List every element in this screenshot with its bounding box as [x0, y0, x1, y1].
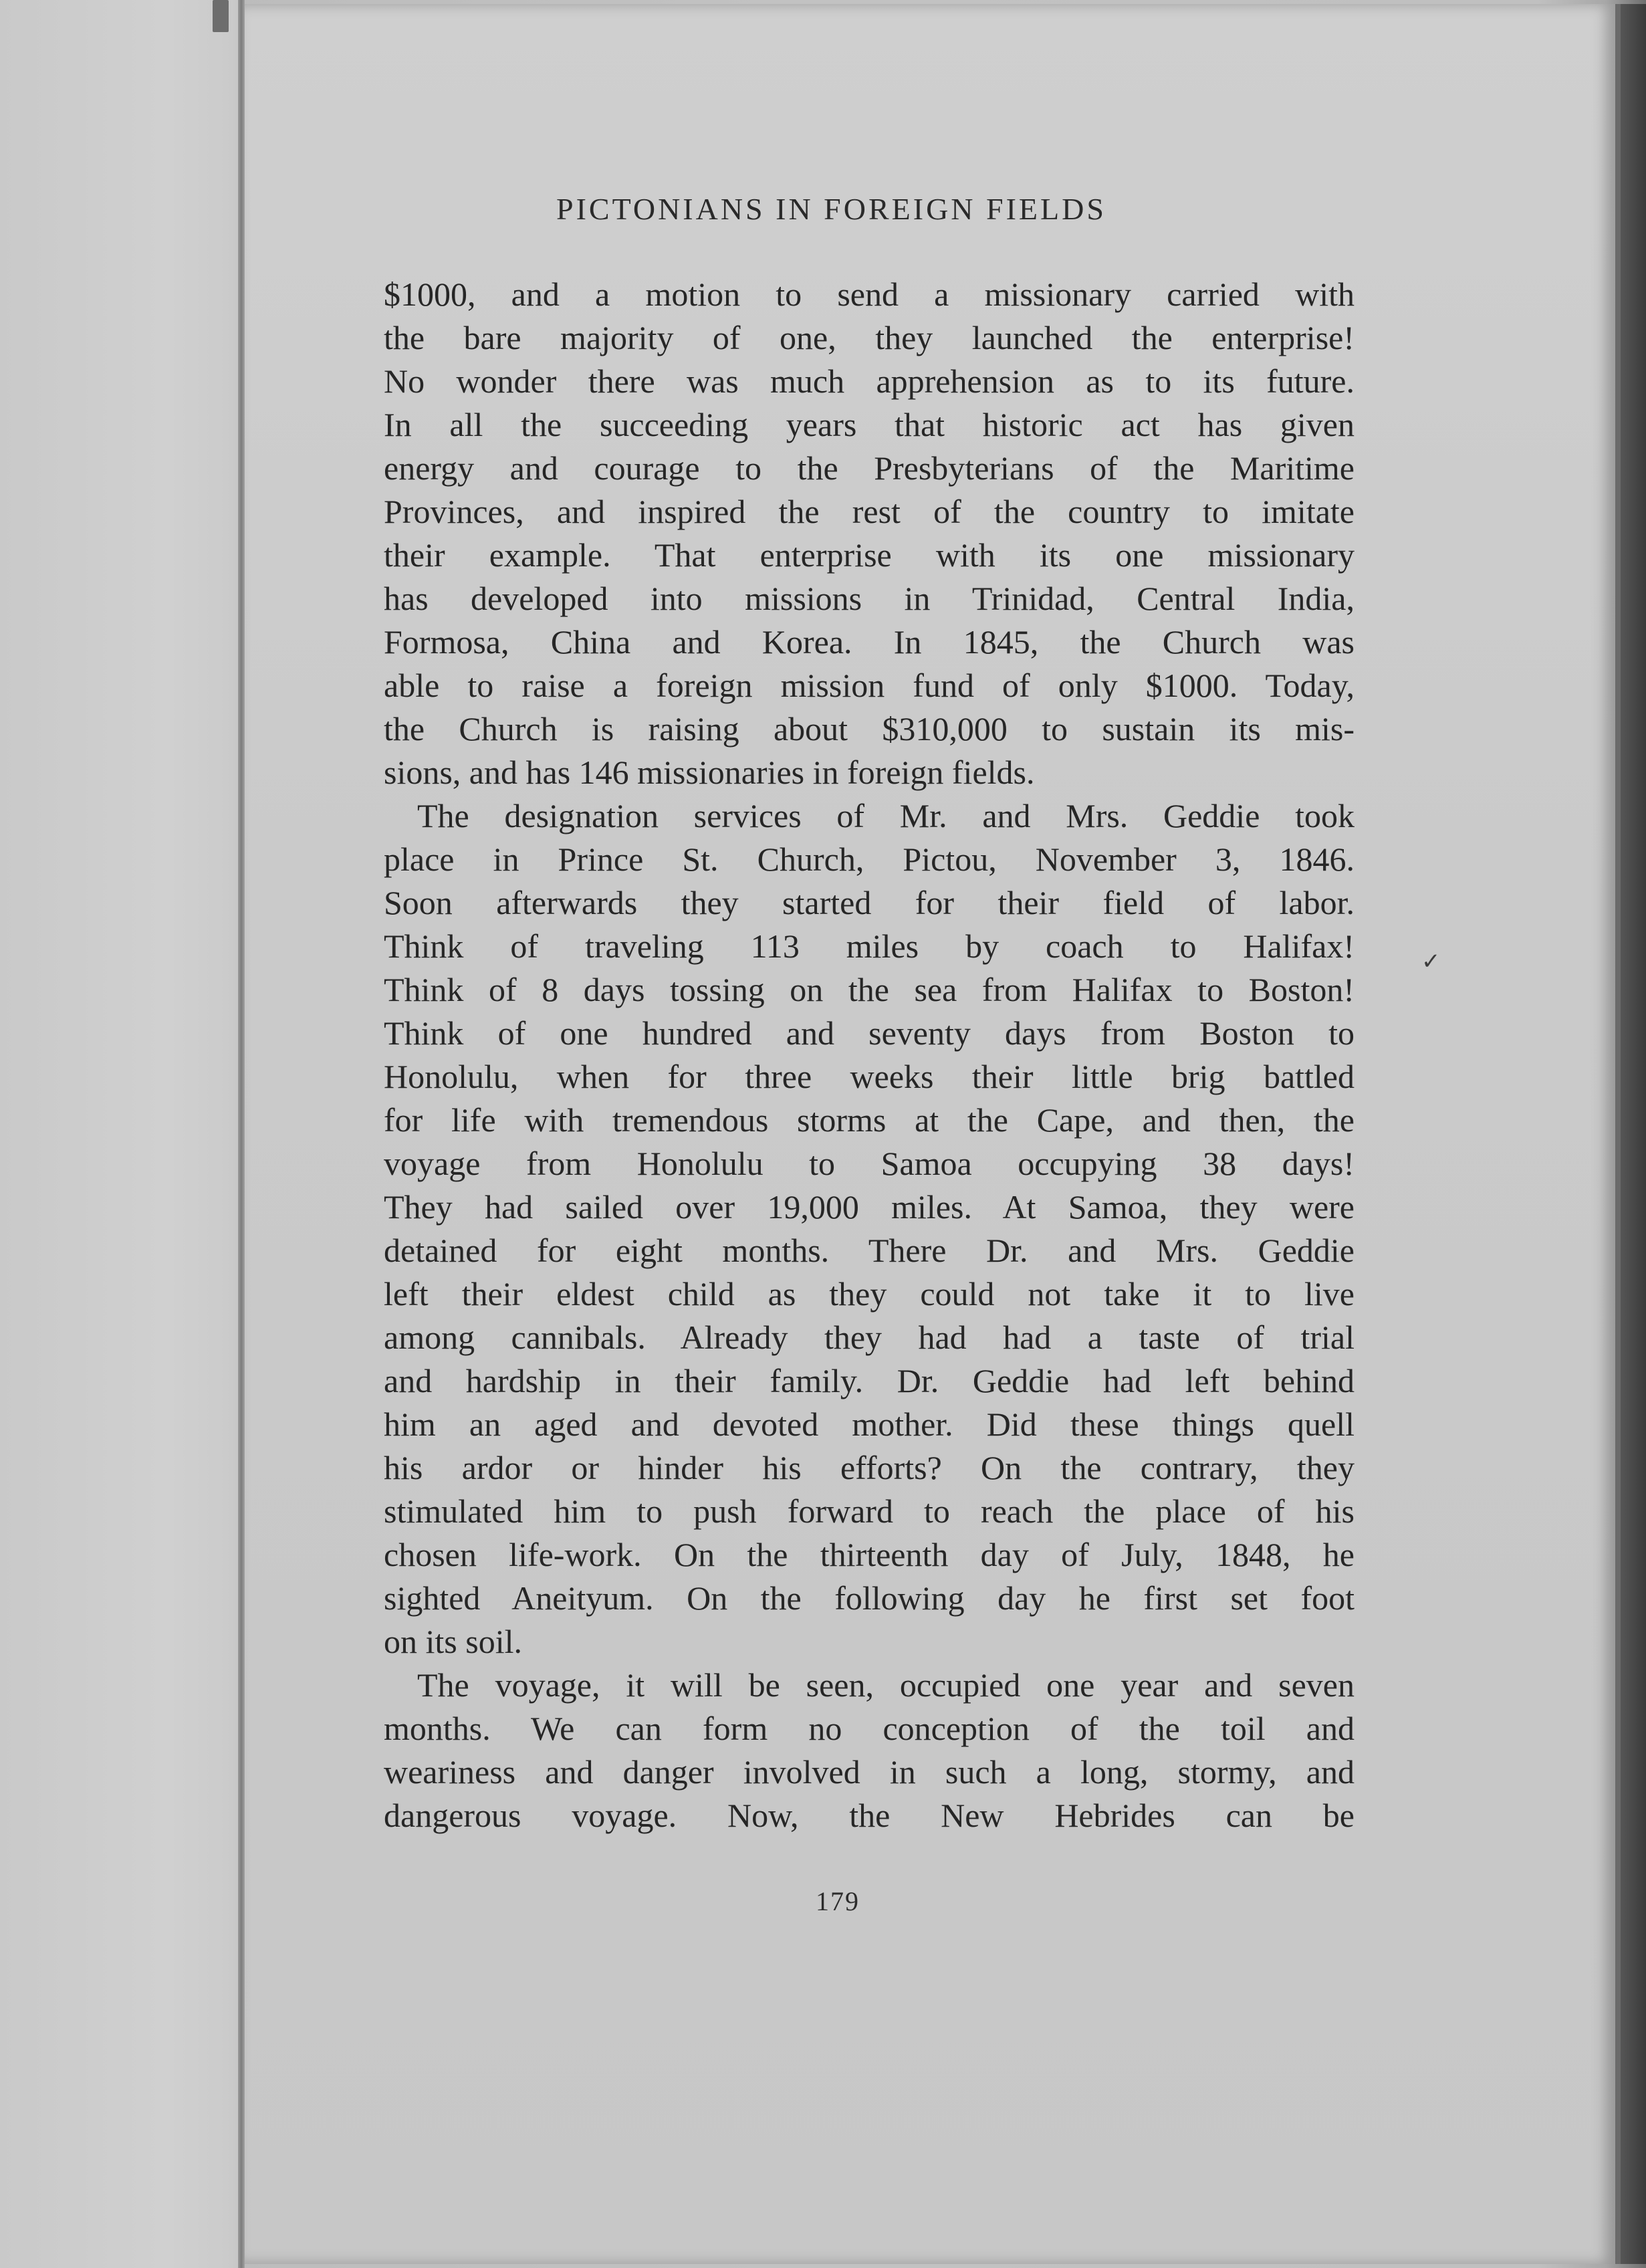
text-line: The voyage, it will be seen, occupied one year and seven: [417, 1666, 1355, 1704]
text-line: stimulated him to push forward to reach the place of his: [384, 1492, 1355, 1530]
text-line: the bare majority of one, they launched the enterprise!: [384, 319, 1355, 356]
text-line: They had sailed over 19,000 miles. At Samoa, they were: [384, 1188, 1355, 1226]
text-line: place in Prince St. Church, Pictou, November 3, 1846.: [384, 840, 1355, 878]
text-line: Formosa, China and Korea. In 1845, the Church was: [384, 623, 1355, 661]
text-line: The designation services of Mr. and Mrs. Geddie took: [417, 797, 1355, 834]
text-line: months. We can form no conception of the toil and: [384, 1710, 1355, 1747]
text-line: Honolulu, when for three weeks their little brig battled: [384, 1058, 1355, 1095]
text-line: Provinces, and inspired the rest of the country to imitate: [384, 493, 1355, 530]
paragraph: [384, 794, 1355, 1664]
text-line: among cannibals. Already they had had a taste of trial: [384, 1319, 1355, 1356]
text-line: In all the succeeding years that historic act has given: [384, 406, 1355, 443]
facing-page-edge: [0, 0, 241, 2268]
text-line: voyage from Honolulu to Samoa occupying 38 days!: [384, 1145, 1355, 1182]
text-line: Soon afterwards they started for their field of labor.: [384, 884, 1355, 921]
text-line: their example. That enterprise with its one missionary: [384, 536, 1355, 574]
body-text: [384, 273, 1355, 1837]
text-line: dangerous voyage. Now, the New Hebrides can be: [384, 1797, 1355, 1834]
text-line: his ardor or hinder his efforts? On the contrary, they: [384, 1449, 1355, 1486]
binding-mark: [213, 0, 229, 32]
text-line: Think of one hundred and seventy days from Boston to: [384, 1014, 1355, 1052]
margin-check-mark: ✓: [1421, 949, 1441, 974]
text-line: for life with tremendous storms at the Cape, and then, the: [384, 1101, 1355, 1139]
text-line: energy and courage to the Presbyterians of the Maritime: [384, 449, 1355, 487]
paragraph: [384, 273, 1355, 794]
text-line: weariness and danger involved in such a long, stormy, and: [384, 1753, 1355, 1791]
text-line: and hardship in their family. Dr. Geddie had left behind: [384, 1362, 1355, 1399]
text-line: sions, and has 146 missionaries in foreign fields.: [384, 754, 1035, 791]
text-line: $1000, and a motion to send a missionary carried with: [384, 275, 1355, 313]
text-line: Think of 8 days tossing on the sea from Halifax to Boston!: [384, 971, 1355, 1008]
book-gutter: [238, 0, 245, 2268]
running-head: PICTONIANS IN FOREIGN FIELDS: [556, 192, 1106, 226]
text-line: detained for eight months. There Dr. and Mrs. Geddie: [384, 1232, 1355, 1269]
text-line: on its soil.: [384, 1623, 522, 1660]
text-line: him an aged and devoted mother. Did these things quell: [384, 1405, 1355, 1443]
text-line: Think of traveling 113 miles by coach to Halifax!: [384, 927, 1355, 965]
page-number: 179: [816, 1886, 860, 1916]
text-line: chosen life-work. On the thirteenth day of July, 1848, he: [384, 1536, 1355, 1573]
text-line: No wonder there was much apprehension as to its future.: [384, 362, 1355, 400]
text-line: the Church is raising about $310,000 to sustain its mis-: [384, 710, 1355, 748]
paragraph: [384, 1664, 1355, 1837]
text-line: sighted Aneityum. On the following day he first set foot: [384, 1579, 1355, 1617]
text-line: able to raise a foreign mission fund of only $1000. Today,: [384, 667, 1355, 704]
text-line: left their eldest child as they could not take it to live: [384, 1275, 1355, 1313]
text-line: has developed into missions in Trinidad, Central India,: [384, 580, 1355, 617]
